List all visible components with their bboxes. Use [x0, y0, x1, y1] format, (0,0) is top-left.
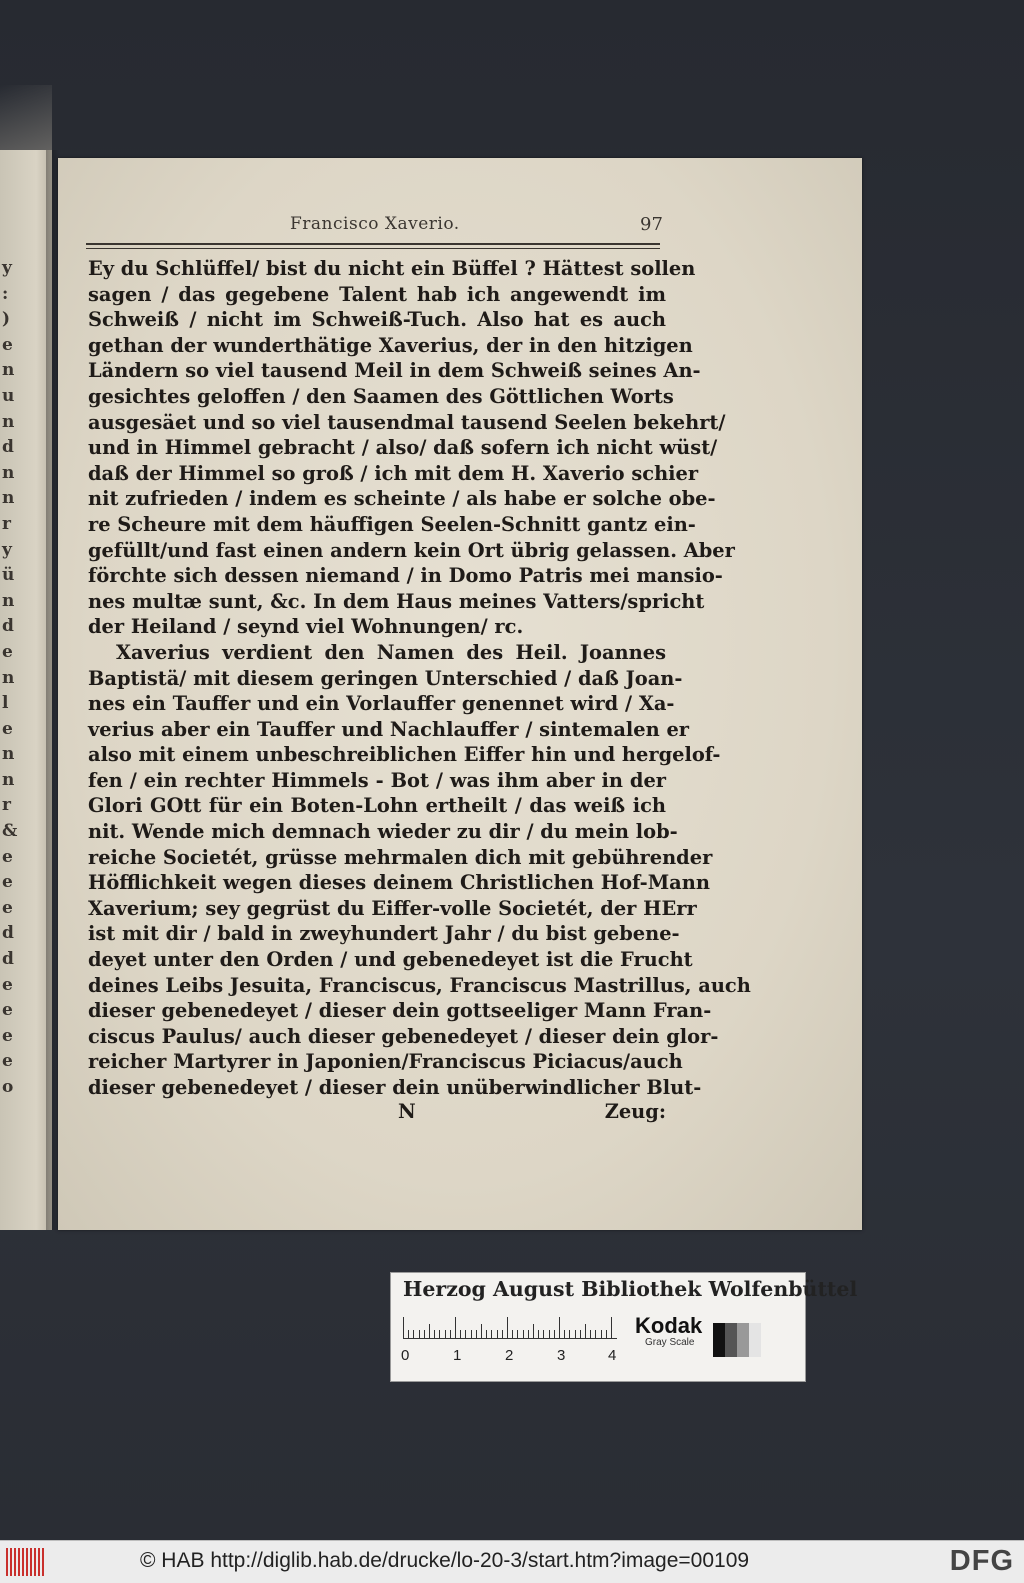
edge-glyph: e — [2, 718, 13, 739]
text-line: Baptistä/ mit diesem geringen Unterschied / daß Joan- — [88, 666, 683, 690]
edge-glyph: n — [2, 488, 15, 509]
catchline — [88, 1100, 666, 1126]
edge-glyph: d — [2, 923, 14, 944]
edge-glyph: e — [2, 1025, 13, 1046]
text-line: fen / ein rechter Himmels - Bot / was ihm aber in der — [88, 768, 666, 792]
edge-glyph: e — [2, 641, 13, 662]
edge-glyph: n — [2, 667, 15, 688]
edge-glyph: ) — [2, 309, 11, 330]
edge-glyph: n — [2, 462, 15, 483]
text-line: nes multæ sunt, &c. In dem Haus meines Vatters/spricht — [88, 589, 705, 613]
copyright-url[interactable]: © HAB http://diglib.hab.de/drucke/lo-20-3/start.htm?image=00109 — [140, 1549, 750, 1572]
catchword: Zeug: — [604, 1100, 666, 1123]
ruler-label: 0 — [401, 1347, 410, 1364]
text-line: Schweiß / nicht im Schweiß-Tuch. Also hat es auch — [88, 308, 666, 332]
left-page-fold — [0, 85, 52, 155]
book-page — [58, 158, 862, 1230]
edge-glyph: e — [2, 334, 13, 355]
body-text — [88, 256, 751, 1101]
footer-bar — [0, 1540, 1024, 1583]
running-head: Francisco Xaverio. — [290, 214, 460, 234]
scale-ruler — [403, 1315, 617, 1339]
text-line: ist mit dir / bald in zweyhundert Jahr / du bist gebene- — [88, 922, 680, 946]
edge-glyph: l — [2, 693, 9, 714]
ruler-label: 3 — [557, 1347, 566, 1364]
text-line: dieser gebenedeyet / dieser dein unüberwindlicher Blut- — [88, 1076, 702, 1099]
header-rule — [86, 243, 660, 249]
ruler-label: 4 — [608, 1347, 617, 1364]
text-line: reiche Societét, grüsse mehrmalen dich mit gebührender — [88, 845, 713, 869]
edge-glyph: r — [2, 513, 11, 534]
text-line: nit. Wende mich demnach wieder zu dir / du mein lob- — [88, 820, 678, 844]
color-calibration-bar — [390, 1272, 858, 1382]
text-line: nit zufrieden / indem es scheinte / als habe er solche obe- — [88, 487, 716, 511]
edge-glyph: o — [2, 1077, 14, 1097]
edge-glyph: e — [2, 897, 13, 918]
text-line: der Heiland / seynd viel Wohnungen/ rc. — [88, 615, 524, 639]
edge-glyph: u — [2, 385, 15, 406]
edge-glyph: y — [2, 539, 12, 560]
institution-label: Herzog August Bibliothek Wolfenbüttel — [403, 1277, 858, 1301]
text-line: Höfflichkeit wegen dieses deinem Christlichen Hof-Mann — [88, 871, 710, 895]
text-line: deines Leibs Jesuita, Franciscus, Franciscus Mastrillus, auch — [88, 973, 751, 997]
page-number: 97 — [640, 214, 663, 235]
text-line: förchte sich dessen niemand / in Domo Patris mei mansio- — [88, 564, 723, 588]
edge-glyph: y — [2, 258, 12, 278]
text-line: Glori GOtt für ein Boten-Lohn ertheilt / das weiß ich — [88, 794, 666, 818]
text-line: gethan der wunderthätige Xaverius, der in den hitzigen — [88, 333, 693, 357]
text-line: gefüllt/und fast einen andern kein Ort übrig gelassen. Aber — [88, 538, 735, 562]
kodak-logo: Kodak — [635, 1313, 703, 1338]
edge-glyph: n — [2, 744, 15, 765]
text-line: dieser gebenedeyet / dieser dein gottseeliger Mann Fran- — [88, 999, 712, 1023]
text-line: Xaverium; sey gegrüst du Eiffer-volle Societét, der HErr — [88, 896, 697, 920]
edge-glyph: n — [2, 360, 15, 381]
edge-glyph: e — [2, 974, 13, 995]
text-line: Ey du Schlüffel/ bist du nicht ein Büffel ? Hättest sollen — [88, 257, 696, 280]
edge-glyph: & — [2, 821, 18, 842]
text-line: sagen / das gegebene Talent hab ich angewendt im — [88, 282, 666, 306]
ruler-label: 1 — [453, 1347, 462, 1364]
text-line: und in Himmel gebracht / also/ daß sofern ich nicht wüst/ — [88, 436, 718, 460]
text-line: also mit einem unbeschreiblichen Eiffer hin und hergelof- — [88, 743, 721, 767]
edge-glyph: ü — [2, 565, 15, 586]
gray-scale-label: Gray Scale — [645, 1337, 695, 1348]
text-line: ciscus Paulus/ auch dieser gebenedeyet / dieser dein glor- — [88, 1024, 719, 1048]
edge-glyph: n — [2, 769, 15, 790]
text-line: ausgesäet und so viel tausendmal tausend Seelen bekehrt/ — [88, 410, 726, 434]
edge-glyph: d — [2, 437, 14, 458]
edge-glyph: : — [2, 283, 9, 304]
edge-glyph: e — [2, 1051, 13, 1072]
edge-glyph: n — [2, 590, 15, 611]
text-line: nes ein Tauffer und ein Vorlauffer genennet wird / Xa- — [88, 692, 675, 716]
edge-glyph: d — [2, 949, 14, 970]
edge-glyph: e — [2, 872, 13, 893]
gray-swatches — [713, 1323, 761, 1357]
text-line: Ländern so viel tausend Meil in dem Schweiß seines An- — [88, 359, 701, 383]
text-line: reicher Martyrer in Japonien/Franciscus Piciacus/auch — [88, 1050, 683, 1074]
edge-glyph: e — [2, 846, 13, 867]
signature-mark: N — [398, 1100, 416, 1123]
text-line: daß der Himmel so groß / ich mit dem H. Xaverio schier — [88, 461, 699, 485]
edge-glyph: r — [2, 795, 11, 816]
text-line: Xaverius verdient den Namen des Heil. Joannes — [116, 640, 666, 664]
left-page-edge-text — [2, 256, 24, 1101]
edge-glyph: n — [2, 411, 15, 432]
edge-glyph: d — [2, 616, 14, 637]
edge-glyph: e — [2, 1000, 13, 1021]
text-line: re Scheure mit dem häuffigen Seelen-Schnitt gantz ein- — [88, 512, 696, 536]
text-line: gesichtes geloffen / den Saamen des Göttlichen Worts — [88, 384, 674, 408]
ruler-label: 2 — [505, 1347, 514, 1364]
hab-logo-icon — [6, 1548, 46, 1576]
text-line: deyet unter den Orden / und gebenedeyet ist die Frucht — [88, 948, 693, 972]
dfg-logo: DFG — [949, 1545, 1014, 1577]
text-line: verius aber ein Tauffer und Nachlauffer / sintemalen er — [88, 717, 690, 741]
